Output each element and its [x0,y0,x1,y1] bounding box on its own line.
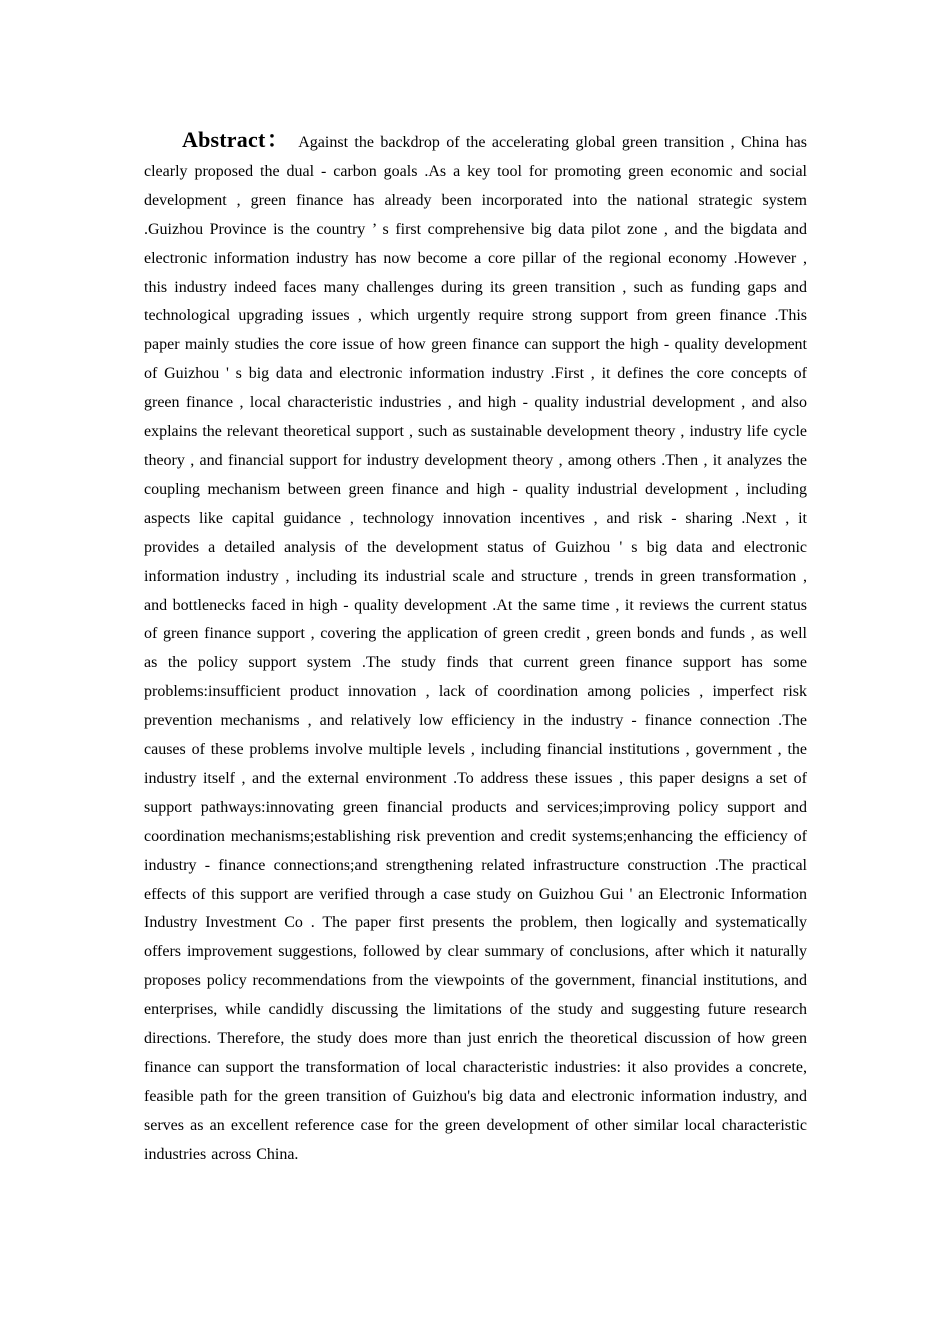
abstract-body: Against the backdrop of the accelerating global green transition , China has clearly proposed the dual - carbon goals .As a key tool for promoting green economic and social development , green finance has already been incorporated into the national strategic system .Guizhou Province is the country ’ s first comprehensive big data pilot zone , and the bigdata and electronic information industry has now become a core pillar of the regional economy .However , this industry indeed faces many challenges during its green transition , such as funding gaps and technological upgrading issues , which urgently require strong support from green finance .This paper mainly studies the core issue of how green finance can support the high - quality development of Guizhou ' s big data and electronic information industry .First , it defines the core concepts of green finance , local characteristic industries , and high - quality industrial development , and also explains the relevant theoretical support , such as sustainable development theory , industry life cycle theory , and financial support for industry development theory , among others .Then , it analyzes the coupling mechanism between green finance and high - quality industrial development , including aspects like capital guidance , technology innovation incentives , and risk - sharing .Next , it provides a detailed analysis of the development status of Guizhou ' s big data and electronic information industry , including its industrial scale and structure , trends in green transformation , and bottlenecks faced in high - quality development .At the same time , it reviews the current status of green finance support , covering the application of green credit , green bonds and funds , as well as the policy support system .The study finds that current green finance support has some problems:insufficient product innovation , lack of coordination among policies , imperfect risk prevention mechanisms , and relatively low efficiency in the industry - finance connection .The causes of these problems involve multiple levels , including financial institutions , government , the industry itself , and the external environment .To address these issues , this paper designs a set of support pathways:innovating green financial products and services;improving policy support and coordination mechanisms;establishing risk prevention and credit systems;enhancing the efficiency of industry - finance connections;and strengthening related infrastructure construction .The practical effects of this support are verified through a case study on Guizhou Gui ' an Electronic Information Industry Investment Co . The paper first presents the problem, then logically and systematically offers improvement suggestions, followed by clear summary of conclusions, after which it naturally proposes policy recommendations from the viewpoints of the government, financial institutions, and enterprises, while candidly discussing the limitations of the study and suggesting future research directions. Therefore, the study does more than just enrich the theoretical discussion of how green finance can support the transformation of local characteristic industries: it also provides a concrete, feasible path for the green transition of Guizhou's big data and electronic information industry, and serves as an excellent reference case for the green development of other similar local characteristic industries across China. [144,134,807,1163]
abstract-heading: Abstract [182,127,266,152]
abstract-heading-colon: ： [265,127,291,152]
abstract-paragraph [144,126,807,1170]
abstract-section [144,126,807,1170]
